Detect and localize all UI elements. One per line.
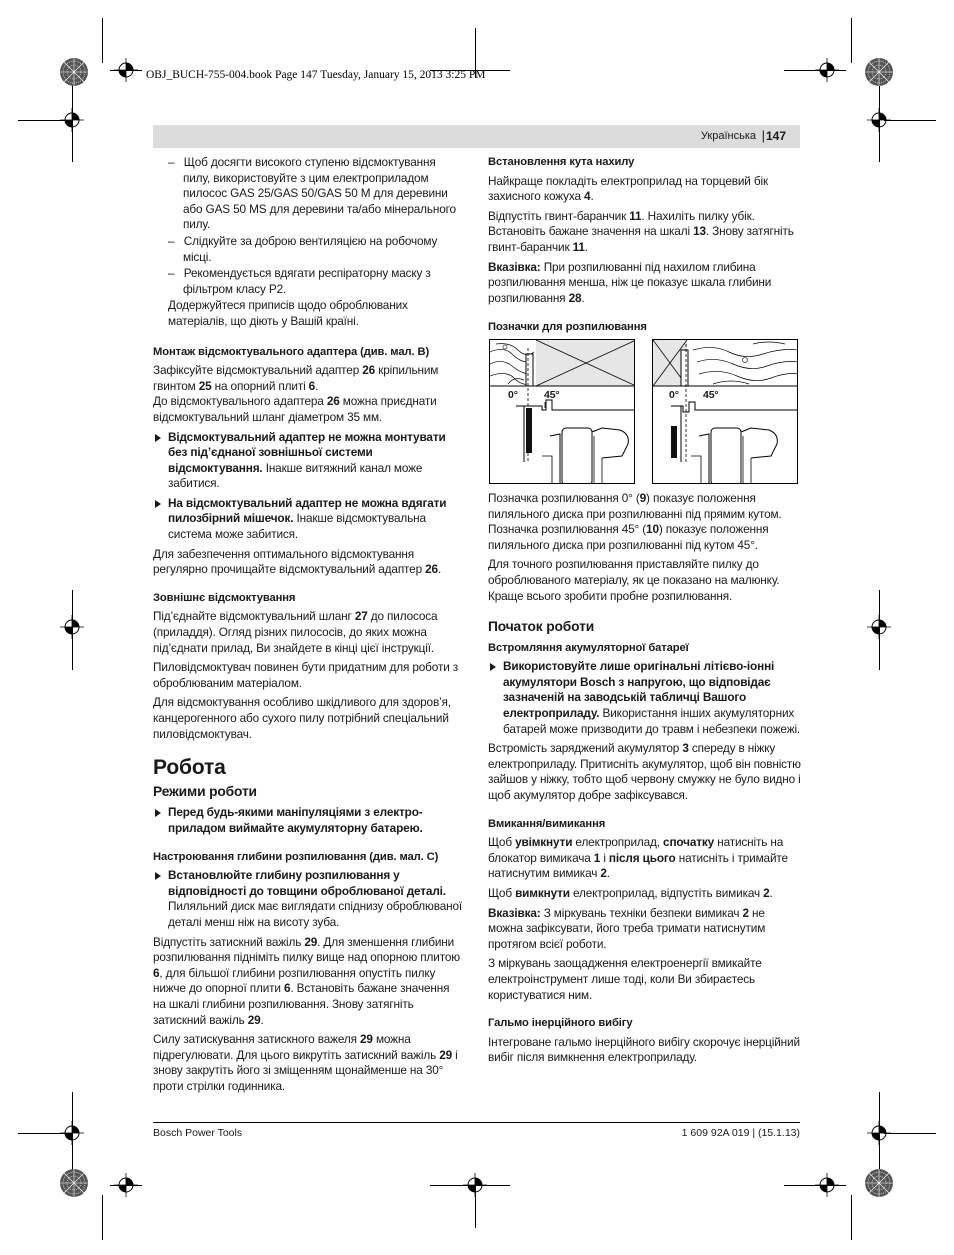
section-heading: Позначки для розпилювання: [488, 321, 647, 334]
registration-crosshair-icon: [463, 1173, 487, 1197]
paragraph: Щоб увімкнути електроприлад, спочатку натисніть на блокатор вимикача 1 і після цього натисніть і тримайте натиснутим вимикач 2.: [488, 835, 788, 881]
registration-crosshair-icon: [867, 615, 891, 639]
registration-crosshair-icon: [114, 1173, 138, 1197]
trim-mark: [851, 18, 852, 63]
header-separator: |: [761, 128, 765, 143]
bullet-triangle-icon: [155, 872, 161, 880]
registration-crosshair-icon: [60, 1121, 84, 1145]
warning-item: Використовуйте лише оригінальні літієво-іонні акумулятори Bosch з напругою, що відповідає зазначеній на заводській табличці Вашого електроприладу. Використання інших акумуляторних батарей може призводити до травм і небезпеки пожежі.: [488, 659, 801, 737]
registration-crosshair-icon: [867, 108, 891, 132]
section-heading: Встановлення кута нахилу: [488, 156, 635, 168]
language-label: Українська: [700, 130, 756, 142]
paragraph: Під’єднайте відсмоктувальний шланг 27 до пилососа (приладдя). Огляд різних пилососів, до яких можна під’єднати прилад, Ви знайдете в кінці цієї інструкції.: [153, 609, 438, 655]
registration-crosshair-icon: [114, 58, 138, 82]
paragraph: Пиловідсмоктувач повинен бути придатним для роботи з оброблюваним матеріалом.: [153, 660, 459, 690]
note-paragraph: Вказівка: При розпилюванні під нахилом глибина розпилювання менша, ніж це показує шкала глибини розпилювання 28.: [488, 259, 772, 305]
subchapter-heading: Початок роботи: [488, 619, 595, 635]
list-item: – Слідкуйте за доброю вентиляцією на робочому місці.: [168, 233, 438, 264]
paragraph: Зафіксуйте відсмоктувальний адаптер 26 кріпильним гвинтом 25 на опорний плиті 6.: [153, 363, 439, 393]
registration-rosette-icon: [864, 57, 894, 87]
paragraph: Найкраще покладіть електроприлад на торцевий бік захисного кожуха 4.: [488, 173, 768, 204]
cutting-marks-figure: [488, 339, 801, 485]
cutting-mark-diagram-0deg: [489, 339, 635, 484]
saw-base-illustration: [490, 340, 635, 484]
section-heading: Гальмо інерційного вибігу: [488, 1017, 633, 1030]
paragraph: Силу затискування затискного важеля 29 можна підрегулювати. Для цього викрутіть затискний важіль 29 і знову закрутіть його зі зміщенням щонайменше на 30° проти стрілки годинника.: [153, 1032, 458, 1093]
trim-mark: [851, 1195, 852, 1240]
registration-crosshair-icon: [60, 615, 84, 639]
paragraph: Позначка розпилювання 0° (9) показує положення пиляльного диска при розпилюванні під прямим кутом. Позначка розпилювання 45° (10) показує положення пиляльного диска при розпилюванні під кутом 45°.: [488, 490, 782, 552]
paragraph: Встромість заряджений акумулятор 3 спереду в ніжку електроприладу. Притисніть акумулятор, щоб він повністю зайшов у ніжку, тобто щоб червону смужку не було видно і щоб акумулятор добре зафіксувався.: [488, 741, 801, 803]
left-column: [153, 155, 465, 1098]
registration-crosshair-icon: [815, 58, 839, 82]
bullet-triangle-icon: [155, 434, 161, 442]
cutting-mark-diagram-45deg: [652, 339, 798, 484]
bullet-triangle-icon: [490, 663, 496, 671]
mark-label-45: 45°: [703, 388, 719, 401]
footer-doc-number: 1 609 92A 019 | (15.1.13): [681, 1127, 800, 1139]
list-item: – Щоб досягти високого ступеню відсмоктування пилу, використовуйте з цим електроприладом пилосос GAS 25/GAS 50/GAS 50 M для деревини або GAS 50 MS для деревини та/або мінерального пилу.: [168, 155, 456, 232]
registration-rosette-icon: [864, 1168, 894, 1198]
footer-brand: Bosch Power Tools: [153, 1127, 243, 1139]
mark-label-0: 0°: [508, 388, 518, 401]
registration-crosshair-icon: [60, 108, 84, 132]
right-column: [488, 155, 801, 1070]
paragraph: Для відсмоктування особливо шкідливого для здоров’я, канцерогенного або сухого пилу потрібний спеціальний пиловідсмоктувач.: [153, 695, 451, 741]
bullet-triangle-icon: [155, 809, 161, 817]
footer-rule: [153, 1122, 800, 1123]
paragraph: Відпустіть затискний важіль 29. Для зменшення глибини розпилювання підніміть пилку вище над опорною плитою 6, для більшої глибини розпилювання опустіть пилку нижче до опорної плити 6. Встановіть бажане значення на шкалі глибини розпилювання. Знову затягніть затискний важіль 29.: [153, 934, 460, 1027]
subchapter-heading: Режими роботи: [153, 783, 257, 799]
trim-mark: [102, 1195, 103, 1240]
paragraph: Для забезпечення оптимального відсмоктування регулярно прочищайте відсмоктувальний адаптер 26.: [153, 546, 442, 577]
note-paragraph: Вказівка: З міркувань техніки безпеки вимикач 2 не можна зафіксувати, його треба тримати натиснутим протягом всієї роботи.: [488, 905, 766, 951]
mark-label-0: 0°: [669, 388, 679, 401]
paragraph: З міркувань заощадження електроенергії вмикайте електроінструмент лише тоді, коли Ви збираєтесь користуватися ним.: [488, 956, 762, 1002]
section-heading: Зовнішнє відсмоктування: [153, 591, 296, 604]
warning-item: Встановлюйте глибину розпилювання у відповідності до товщини оброблюваної деталі. Пиляльний диск має виглядати спіднизу оброблюваної деталі менш ніж на висоту зуба.: [153, 868, 465, 930]
paragraph: Для точного розпилювання приставляйте пилку до оброблюваного матеріалу, як це показано на малюнку. Краще всього зробити пробне розпилювання.: [488, 557, 780, 603]
section-heading: Монтаж відсмоктувального адаптера (див. мал. B): [153, 345, 430, 358]
mark-label-45: 45°: [544, 388, 560, 401]
paragraph: Відпустіть гвинт-баранчик 11. Нахиліть пилку убік. Встановіть бажане значення на шкалі 13. Знову затягніть гвинт-баранчик 11.: [488, 208, 794, 254]
warning-item: Відсмоктувальний адаптер не можна монтувати без під’єднаної зовнішньої системи відсмоктування. Інакше витяжний канал може забитися.: [153, 430, 465, 492]
list-item: – Рекомендується вдягати респіраторну маску з фільтром класу P2.: [168, 266, 431, 296]
section-heading: Настроювання глибини розпилювання (див. мал. C): [153, 850, 439, 863]
registration-rosette-icon: [59, 1168, 89, 1198]
page-number: 147: [765, 129, 786, 143]
trim-mark: [884, 120, 936, 121]
trim-mark: [102, 18, 103, 63]
section-heading: Вмикання/вимикання: [488, 817, 606, 830]
page-header-bar: [153, 125, 800, 148]
book-slug-header: OBJ_BUCH-755-004.book Page 147 Tuesday, January 15, 2013 3:25 PM: [146, 69, 486, 81]
registration-rosette-icon: [59, 57, 89, 87]
saw-base-illustration: [653, 340, 798, 484]
section-heading: Встромляння акумуляторної батареї: [488, 641, 689, 654]
registration-crosshair-icon: [867, 1121, 891, 1145]
paragraph: До відсмоктувального адаптера 26 можна приєднати відсмоктувальний шланг діаметром 35 мм.: [153, 394, 437, 424]
warning-item: На відсмоктувальний адаптер не можна вдягати пилозбірний мішечок. Інакше відсмоктувальна система може забитися.: [153, 496, 465, 543]
warning-item: Перед будь-якими маніпуляціями з електроприладом виймайте акумуляторну батарею.: [153, 805, 465, 836]
registration-crosshair-icon: [815, 1173, 839, 1197]
paragraph: Додержуйтеся приписів щодо оброблюваних матеріалів, що діють у Вашій країні.: [168, 298, 408, 328]
paragraph: Інтегроване гальмо інерційного вибігу скорочує інерційний вибіг після вимкнення електроприладу.: [488, 1034, 800, 1065]
bullet-triangle-icon: [155, 500, 161, 508]
paragraph: Щоб вимкнути електроприлад, відпустіть вимикач 2.: [488, 886, 773, 900]
trim-mark: [884, 1133, 936, 1134]
chapter-heading: Робота: [153, 756, 226, 780]
